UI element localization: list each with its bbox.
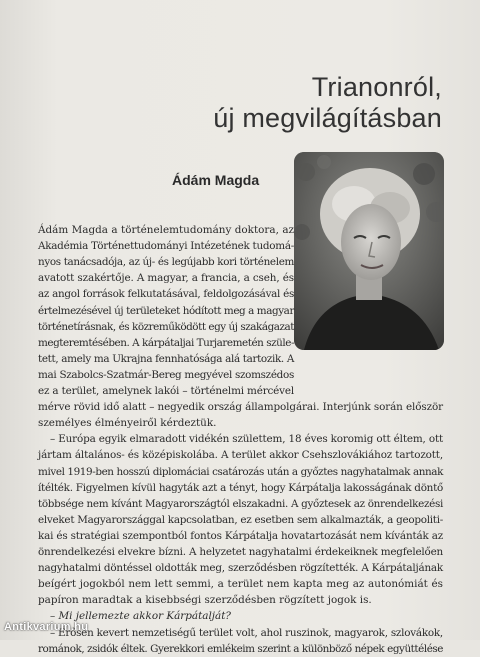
body-line: avatott szakértője. A magyar, a francia, a cseh, és [38, 272, 294, 285]
body-line: többsége nem kívánt Magyarországtól elszakadni. A győztesek az önrendelkezési [38, 497, 443, 510]
body-line: mai Szabolcs-Szatmár-Bereg megyével szomszédos [38, 368, 294, 381]
body-line: mivel 1919-ben hosszú diplomáciai csatározás után a győztes nagyhatalmak annak [38, 465, 443, 478]
body-line: ítélték. Figyelmen kívül hagyták azt a tényt, hogy Kárpátalja lakosságának döntő [38, 481, 443, 494]
author-name: Ádám Magda [172, 172, 260, 188]
title-line-2: új megvilágításban [213, 103, 442, 133]
body-line: tett, amely ma Ukrajna fennhatósága alá tartozik. A [38, 352, 295, 365]
body-line: mérve rövid idő alatt – negyedik ország állampolgárai. Interjúnk során először [38, 401, 443, 414]
body-line: ez a terület, amelynek lakói – történelmi mércével [38, 385, 294, 397]
body-line: önrendelkezési elvekre bízni. A helyzetet nagyhatalmi érdekeiknek megfelelően [38, 546, 443, 558]
body-line: nagyhatalmi döntéssel oldották meg, szerződésben rögzítették. A Kárpátaljának [38, 562, 443, 575]
body-line: személyes élményeiről kérdeztük. [38, 417, 217, 430]
body-line: – Európa egyik elmaradott vidékén születtem, 18 éves koromig ott éltem, ott [50, 433, 443, 446]
body-line: történetírásnak, és közreműködött egy új szakágazat [38, 320, 294, 333]
body-line: kai és stratégiai szempontból fontos Kárpátalja hovatartozását nem kívánták az [38, 529, 443, 542]
article-title [213, 72, 442, 134]
portrait-photo-icon [294, 152, 444, 350]
title-line-1: Trianonról, [311, 72, 442, 102]
body-line: – Erősen kevert nemzetiségű terület volt, ahol ruszinok, magyarok, szlovákok, [50, 626, 443, 639]
body-line: az angol források felkutatásával, feldolgozásával és [38, 288, 294, 301]
body-line: – Mi jellemezte akkor Kárpátalját? [50, 610, 231, 623]
body-line: jártam általános- és középiskolába. A terület akkor Csehszlovákiához tartozott, [38, 449, 443, 462]
watermark-logo: Antikvarium.hu [4, 621, 89, 633]
body-line: értelmezésével új területeket hódított meg a magyar [38, 304, 294, 317]
body-line: megteremtésében. A kárpátaljai Turjaremetén szüle- [38, 336, 294, 349]
body-line: nyos tanácsadója, az új- és legújabb kori történelem [38, 256, 294, 269]
body-line: Ádám Magda a történelemtudomány doktora, az [38, 224, 294, 236]
portrait-graphic [294, 152, 444, 350]
body-line: beígért jogokból nem lett semmi, a terület nem kapta meg az autonómiát és [38, 578, 443, 591]
body-line: románok, zsidók éltek. Gyerekkori emlékeim szerint a különböző népek együttélése [38, 642, 443, 655]
body-line: Akadémia Történettudományi Intézetének tudomá- [38, 240, 294, 253]
body-line: papíron maradtak a kisebbségi szerződésben rögzített jogok is. [38, 594, 372, 607]
body-line: elveket Magyarországgal kapcsolatban, ez esetben sem alkalmazták, a geopoliti- [38, 513, 443, 526]
